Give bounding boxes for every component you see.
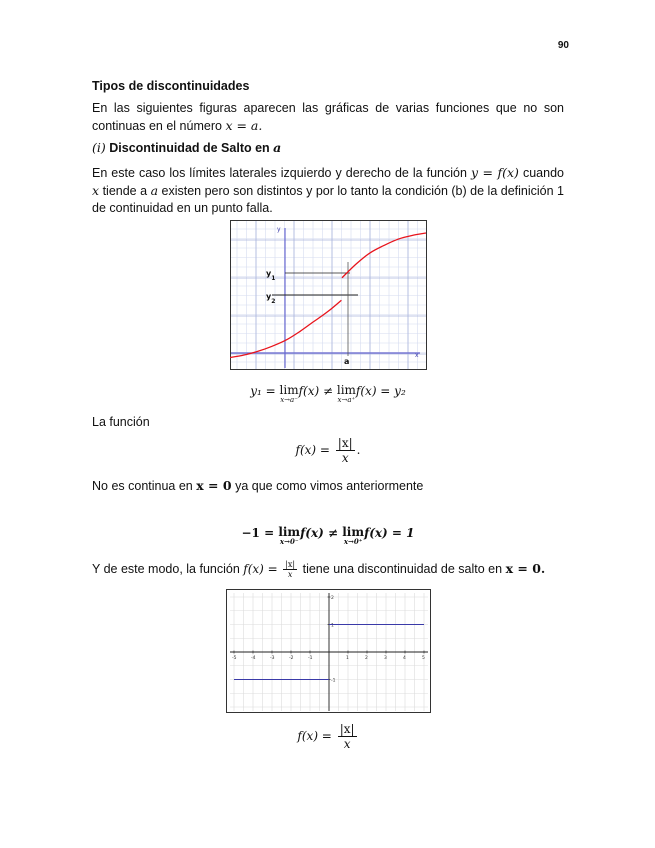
caption1-lhs: y₁ = [250,384,276,398]
func-lhs: f(x) = [295,443,330,457]
x-tick-label: 2 [365,656,368,661]
x-tick-label: 5 [422,656,425,661]
caption-step-function [92,722,564,751]
caption2-lhs: f(x) = [297,729,332,743]
limits2-lim-right [342,526,364,546]
a-label: a [344,357,350,366]
conclusion-lhs: f(x) = [243,561,278,576]
explanation-paragraph [92,164,564,217]
no-continua-math: x = 0 [196,478,232,493]
lim-op: lim [336,383,356,397]
section-heading: Tipos de discontinuidades [92,79,250,93]
no-continua-text1: No es continua en [92,479,193,493]
conclusion-denominator: x [287,570,293,579]
func-denominator: x [341,451,349,465]
caption2-fraction [338,722,357,751]
x-tick-label: 1 [346,656,349,661]
conclusion-math: x = 0. [505,560,546,576]
y-tick-label: 1 [331,623,334,629]
lim-sub-right: x→0⁺ [343,537,363,546]
x-tick-label: -4 [251,656,256,661]
subheading-text: Discontinuidad de Salto en [109,141,270,155]
jump-graph [230,220,427,370]
x-tick-label: -2 [289,656,294,661]
lim-sub-left: x→0⁻ [279,537,299,546]
func-numerator: |x| [337,436,353,450]
y-axis-label: y [277,226,281,233]
conclusion-text2: tiene una discontinuidad de salto en [302,561,503,576]
caption1-lim-left [280,384,299,404]
la-funcion-text: La función [92,415,150,429]
lim-op: lim [278,525,301,539]
explanation-part1: En este caso los límites laterales izquierdo y derecho de la función [92,166,467,180]
explanation-math: y = f(x) [470,165,519,180]
func-tail: . [356,443,361,457]
caption1-mid: f(x) ≠ [298,384,334,398]
caption2-numerator: |x| [339,722,355,736]
intro-paragraph [92,100,564,135]
conclusion-fraction [283,560,297,579]
caption2-denominator: x [343,737,351,751]
y2-label: $y_2$ [266,292,276,305]
graph2-frame [227,590,431,713]
lim-op: lim [342,525,365,539]
limits2-mid: f(x) ≠ [300,526,339,540]
subheading-var: a [273,140,282,155]
intro-math: x = a. [225,118,263,133]
figure-jump-discontinuity [230,220,427,370]
function-definition [92,436,564,465]
y-tick-label: -1 [331,678,336,684]
y1-label: $y_1$ [266,269,276,282]
conclusion-paragraph [92,560,545,579]
explanation-var-a: a [150,183,159,198]
explanation-part2: cuando [522,166,564,180]
caption1-rhs: f(x) = y₂ [355,384,406,398]
limits2-rhs: f(x) = 1 [364,526,415,540]
lim-op: lim [279,383,299,397]
limits-at-zero [92,526,564,546]
x-axis-label: x [415,352,419,359]
page-number: 90 [557,40,569,51]
x-tick-label: 4 [403,656,406,661]
caption-limits-general [92,384,564,404]
explanation-part4: existen pero son distintos y por lo tanto la condición (b) de la definición 1 de continuidad en un punto falla. [92,184,565,215]
lim-sub-right: x→a⁺ [337,396,356,404]
conclusion-numerator: |x| [285,560,296,569]
subheading [92,140,281,155]
caption1-lim-right [337,384,356,404]
lim-sub-left: x→a⁻ [280,396,298,404]
x-tick-label: 3 [384,656,387,661]
no-continua-text2: ya que como vimos anteriormente [235,479,424,493]
x-tick-label: -1 [308,656,313,661]
explanation-part3: tiende a [102,184,148,198]
limits2-lim-left [278,526,300,546]
figure-step-function [226,589,431,713]
x-tick-label: -5 [232,656,237,661]
func-fraction [336,436,355,465]
no-continua-paragraph [92,478,423,493]
step-graph [226,589,431,713]
subheading-roman: (i) [92,140,106,155]
x-tick-label: -3 [270,656,275,661]
limits2-lhs: −1 = [241,526,275,540]
explanation-var-x: x [92,183,100,198]
conclusion-text1: Y de este modo, la función [92,561,240,576]
y-tick-label: 2 [331,596,334,601]
intro-text: En las siguientes figuras aparecen las gráficas de varias funciones que no son continuas en el número [92,101,564,133]
